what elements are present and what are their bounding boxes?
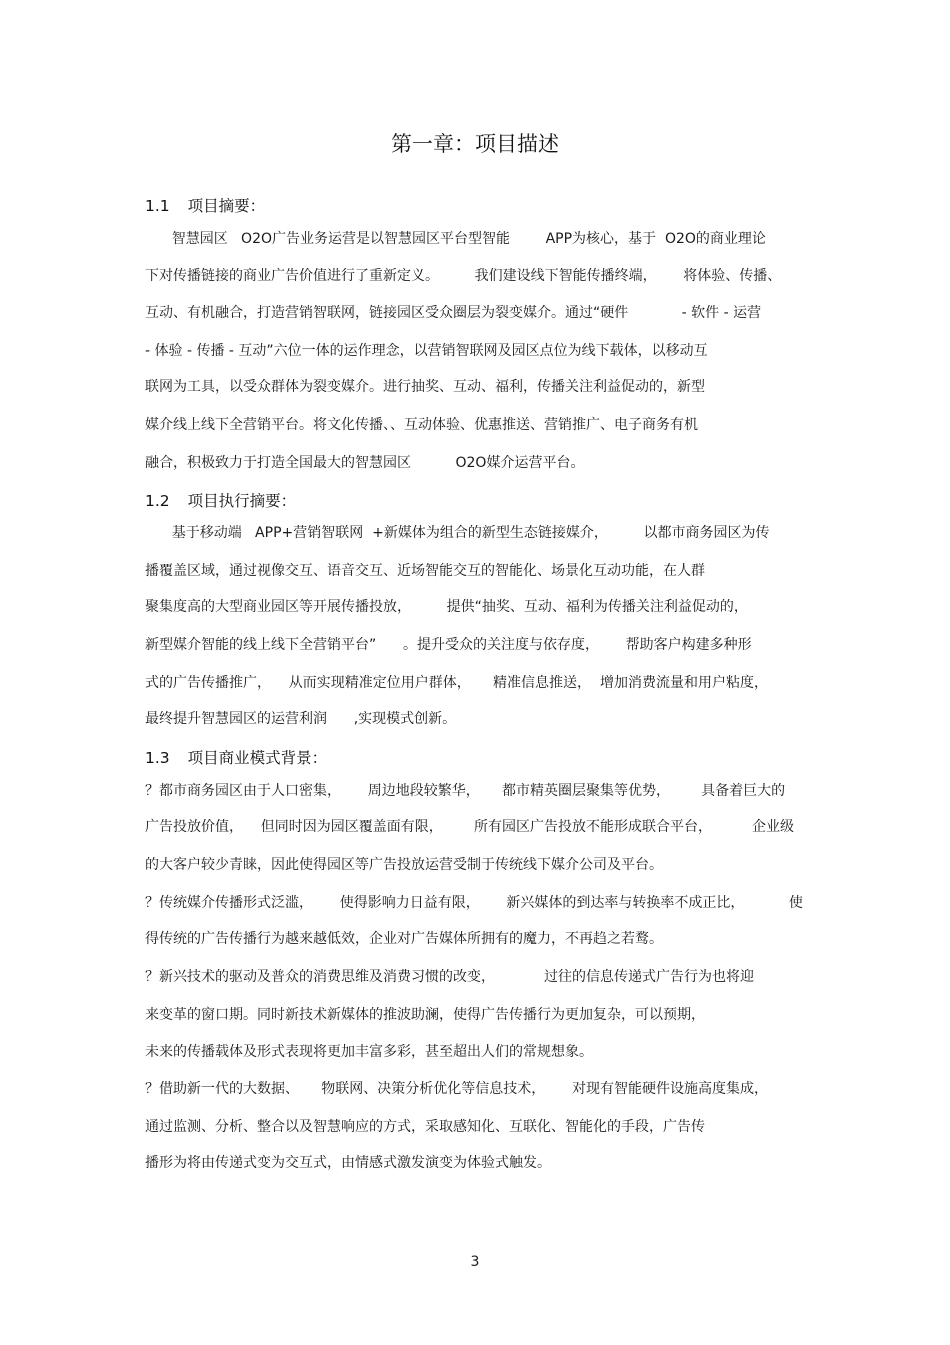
paragraph-line: 来变革的窗口期。同时新技术新媒体的推波助澜，使得广告传播行为更加复杂，可以预期，: [145, 1007, 705, 1023]
paragraph-line: 的大客户较少青睐，因此使得园区等广告投放运营受制于传统线下媒介公司及平台。: [145, 857, 663, 873]
paragraph-line: ？都市商务园区由于人口密集， 周边地段较繁华， 都市精英圈层聚集等优势， 具备着巨大的: [145, 783, 786, 799]
paragraph-line: 通过监测、分析、整合以及智慧响应的方式，采取感知化、互联化、智能化的手段，广告传: [145, 1119, 705, 1135]
paragraph-line: 下对传播链接的商业广告价值进行了重新定义。 我们建设线下智能传播终端， 将体验、传播、: [145, 268, 782, 284]
paragraph-line: 媒介线上线下全营销平台。将文化传播、、互动体验、优惠推送、营销推广、电子商务有机: [145, 417, 698, 433]
section-title: 项目商业模式背景：: [187, 749, 328, 767]
chapter-title: 第一章：项目描述: [391, 132, 559, 156]
paragraph-line: 最终提升智慧园区的运营利润 ,实现模式创新。: [145, 711, 457, 727]
page-number: 3: [470, 1254, 480, 1270]
paragraph-line: 基于移动端 APP+营销智联网 +新媒体为组合的新型生态链接媒介， 以都市商务园区为传: [145, 525, 770, 541]
paragraph-line: - 体验 - 传播 - 互动”六位一体的运作理念，以营销智联网及园区点位为线下载体，以移动互: [145, 343, 708, 359]
paragraph-line: 播覆盖区域，通过视像交互、语音交互、近场智能交互的智能化、场景化互动功能，在人群: [145, 563, 705, 579]
section-heading-1-3: [145, 746, 327, 770]
paragraph-line: 联网为工具，以受众群体为裂变媒介。进行抽奖、互动、福利，传播关注利益促动的，新型: [145, 379, 705, 395]
paragraph-line: 智慧园区 O2O广告业务运营是以智慧园区平台型智能 APP为核心，基于 O2O的商业理论: [145, 231, 766, 247]
section-number: 1.2: [145, 492, 170, 510]
section-title: 项目执行摘要：: [187, 492, 297, 510]
paragraph-line: 未来的传播载体及形式表现将更加丰富多彩，甚至超出人们的常规想象。: [145, 1044, 593, 1060]
section-heading-1-1: [145, 194, 265, 218]
paragraph-line: 互动、有机融合，打造营销智联网，链接园区受众圈层为裂变媒介。通过“硬件 - 软件 - 运营: [145, 305, 762, 321]
section-number: 1.1: [145, 197, 170, 215]
paragraph-line: 融合，积极致力于打造全国最大的智慧园区 O2O媒介运营平台。: [145, 455, 585, 471]
paragraph-line: 广告投放价值， 但同时因为园区覆盖面有限， 所有园区广告投放不能形成联合平台， 企业级: [145, 819, 795, 835]
paragraph-line: 聚集度高的大型商业园区等开展传播投放， 提供“抽奖、互动、福利为传播关注利益促动的，: [145, 599, 748, 615]
paragraph-line: ？新兴技术的驱动及普众的消费思维及消费习惯的改变， 过往的信息传递式广告行为也将迎: [145, 969, 754, 985]
section-number: 1.3: [145, 749, 170, 767]
paragraph-line: 式的广告传播推广， 从而实现精准定位用户群体， 精准信息推送， 增加消费流量和用户粘度，: [145, 675, 768, 691]
paragraph-line: ？借助新一代的大数据、 物联网、决策分析优化等信息技术， 对现有智能硬件设施高度集成，: [145, 1081, 768, 1097]
paragraph-line: 新型媒介智能的线上线下全营销平台” 。提升受众的关注度与依存度， 帮助客户构建多种形: [145, 637, 752, 653]
paragraph-line: ？传统媒介传播形式泛滥， 使得影响力日益有限， 新兴媒体的到达率与转换率不成正比， 使: [145, 895, 803, 911]
section-heading-1-2: [145, 489, 296, 513]
section-title: 项目摘要：: [187, 197, 266, 215]
paragraph-line: 得传统的广告传播行为越来越低效，企业对广告媒体所拥有的魔力，不再趋之若鹜。: [145, 931, 663, 947]
paragraph-line: 播形为将由传递式变为交互式，由情感式激发演变为体验式触发。: [145, 1155, 551, 1171]
